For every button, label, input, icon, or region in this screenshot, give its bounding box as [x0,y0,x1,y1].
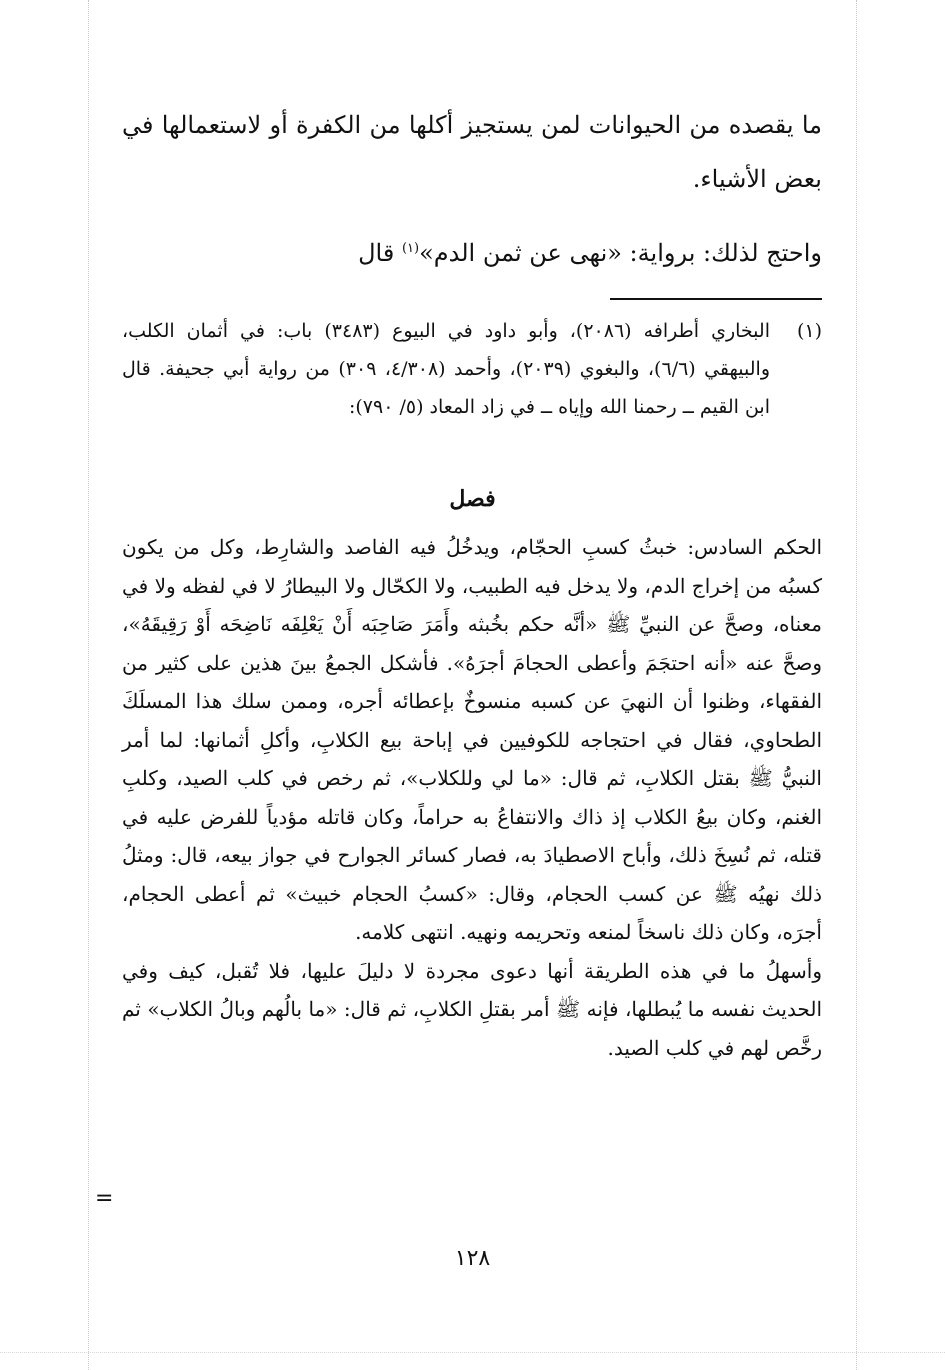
footnote [122,312,822,426]
footnote-separator [610,298,822,300]
footnote-marker: (١) [796,320,822,342]
body-paragraph: الحكم السادس: خبثُ كسبِ الحجّام، ويدخُلُ فيه الفاصد والشارِط، وكل من يكون كسبُه من إخراج الدم، ولا يدخل فيه الطبيب، ولا الكحّال ولا البيطارُ لا في لفظه ولا في معناه، وصحَّ عن النبيِّ ﷺ «أنَّه حكم بخُبثه وأَمَرَ صَاحِبَه أَنْ يَعْلِفَه نَاضِحَه أَوْ رَقِيقَهُ»، وصحَّ عنه «أنه احتجَمَ وأعطى الحجامَ أجرَهُ». فأشكل الجمعُ بينَ هذين على كثير من الفقهاء، وظنوا أن النهيَ عن كسبه منسوخٌ بإعطائه أجره، وممن سلك هذا المسلَكَ الطحاوي، فقال في احتجاجه للكوفيين في إباحة بيع الكلابِ، وأكلِ أثمانها: لما أمر النبيُّ ﷺ بقتل الكلابِ، ثم قال: «ما لي وللكلاب»، ثم رخص في كلب الصيد، وكلبِ الغنم، وكان بيعُ الكلاب إذ ذاك والانتفاعُ به حراماً، وكان قاتله مؤدياً للفرض عليه في قتله، ثم نُسِخَ ذلك، وأباح الاصطيادَ به، فصار كسائر الجوارح في جواز بيعه، قال: ومثلُ ذلك نهيُه ﷺ عن كسب الحجام، وقال: «كسبُ الحجام خبيث» ثم أعطى الحجام، أجرَه، وكان ذلك ناسخاً لمنعه وتحريمه ونهيه. انتهى كلامه. [122,535,822,944]
body-text [122,528,822,1067]
guide-line [88,0,89,1370]
footnote-reference[interactable]: (١) [401,241,420,256]
main-text [122,98,822,280]
margin-mark: = [95,1186,114,1211]
body-paragraph: وأسهلُ ما في هذه الطريقة أنها دعوى مجردة لا دليلَ عليها، فلا تُقبل، كيف وفي الحديث نفسه ما يُبطلها، فإنه ﷺ أمر بقتلِ الكلابِ، ثم قال: «ما بالُهم وبالُ الكلاب» ثم رخَّص لهم في كلب الصيد. [122,958,822,1060]
guide-line [856,0,857,1370]
main-paragraph-quote [122,222,822,280]
page-number: ١٢٨ [454,1246,491,1271]
trailing-word: قال [358,239,395,267]
quote-text: واحتج لذلك: برواية: «نهى عن ثمن الدم» [419,239,822,267]
footnote-text: البخاري أطرافه (٢٠٨٦)، وأبو داود في البيوع (٣٤٨٣) باب: في أثمان الكلب، والبيهقي (٦/٦)، والبغوي (٢٠٣٩)، وأحمد (٤/٣٠٨، ٣٠٩) من رواية أبي جحيفة. قال ابن القيم ــ رحمنا الله وإياه ــ في زاد المعاد (٥/ ٧٩٠): [122,320,771,418]
main-paragraph: ما يقصده من الحيوانات لمن يستجيز أكلها من الكفرة أو لاستعمالها في بعض الأشياء. [122,111,822,193]
guide-line [0,1352,945,1353]
section-heading: فصل [449,486,496,512]
